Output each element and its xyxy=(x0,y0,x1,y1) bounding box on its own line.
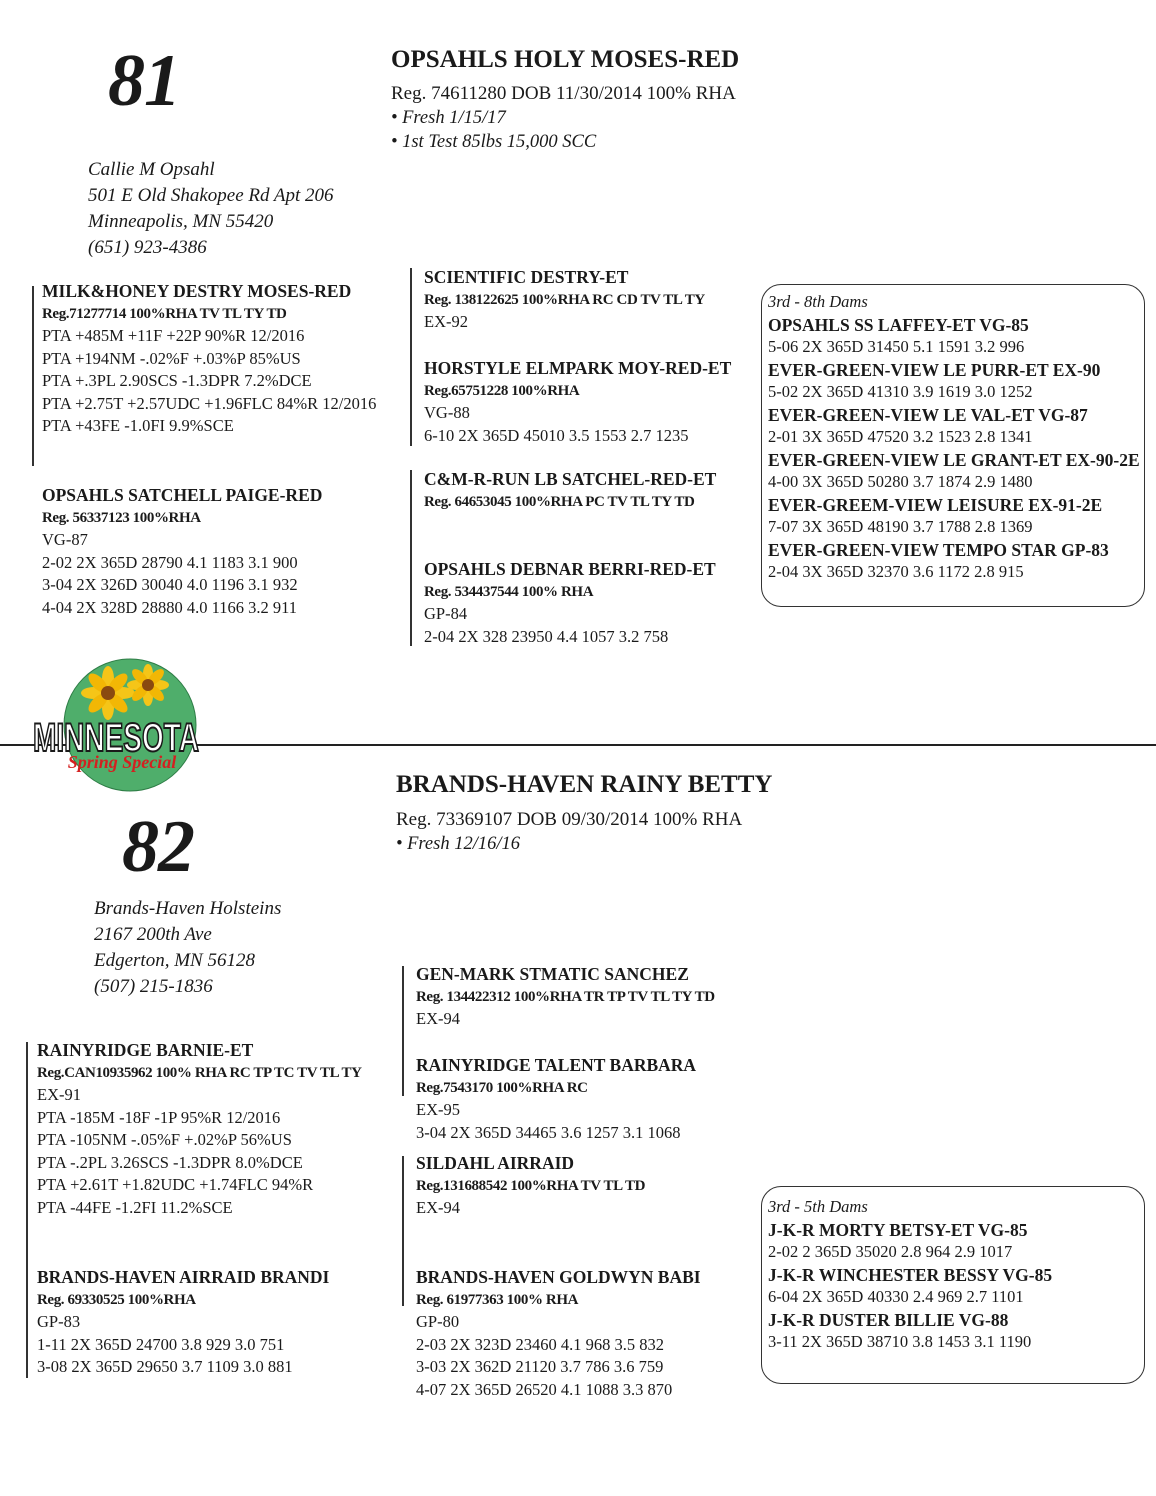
consignor-address: Brands-Haven Holsteins 2167 200th Ave Edgerton, MN 56128 (507) 215-1836 xyxy=(94,898,282,997)
sire-dam-block: RAINYRIDGE TALENT BARBARA Reg.7543170 100%RHA RC EX-95 3-04 2X 365D 34465 3.6 1257 3.1 1068 xyxy=(416,1055,697,1142)
registration-line: Reg. 74611280 DOB 11/30/2014 100% RHA xyxy=(391,83,736,104)
ancestor-dams-list: 3rd - 5th Dams J-K-R MORTY BETSY-ET VG-85 2-02 2 365D 35020 2.8 964 2.9 1017 J-K-R WINCHESTER BESSY VG-85 6-04 2X 365D 40330 2.4 969 2.7 1101 J-K-R DUSTER BILLIE VG-88 3-11 2X 365D 38710 3.8 1453 3.1 1190 xyxy=(768,1197,1053,1351)
dam-block: BRANDS-HAVEN AIRRAID BRANDI Reg. 69330525 100%RHA GP-83 1-11 2X 365D 24700 3.8 929 3.0 751 3-08 2X 365D 29650 3.7 1109 3.0 881 xyxy=(37,1267,330,1376)
lot-number: 82 xyxy=(122,806,194,888)
cow-name: BRANDS-HAVEN RAINY BETTY xyxy=(396,771,773,798)
sire-sire-block: GEN-MARK STMATIC SANCHEZ Reg. 134422312 100%RHA TR TP TV TL TY TD EX-94 xyxy=(416,964,715,1028)
dam-sire-block: C&M-R-RUN LB SATCHEL-RED-ET Reg. 64653045 100%RHA PC TV TL TY TD xyxy=(424,469,717,510)
sire-name: MILK&HONEY DESTRY MOSES-RED xyxy=(42,281,352,301)
sire-registration: Reg.71277714 100%RHA TV TL TY TD xyxy=(42,305,287,322)
dam-dam-block: OPSAHLS DEBNAR BERRI-RED-ET Reg. 534437544 100% RHA GP-84 2-04 2X 328 23950 4.4 1057 3.2 758 xyxy=(424,559,716,646)
logo-graphic xyxy=(30,655,200,795)
dam-registration: Reg. 69330525 100%RHA xyxy=(37,1291,196,1308)
pedigree-bracket xyxy=(410,268,412,446)
logo-wordmark: MINNESOTA xyxy=(33,716,199,760)
sire-sire-block: SCIENTIFIC DESTRY-ET Reg. 138122625 100%RHA RC CD TV TL TY EX-92 xyxy=(424,267,705,331)
test-note: • 1st Test 85lbs 15,000 SCC xyxy=(391,132,597,152)
fresh-note: • Fresh 1/15/17 xyxy=(391,108,506,128)
dam-dam-block: BRANDS-HAVEN GOLDWYN BABI Reg. 61977363 100% RHA GP-80 2-03 2X 323D 23460 4.1 968 3.5 832 3-03 2X 362D 21120 3.7 786 3.6 759 4-07 2X 365D 26520 4.1 1088 3.3 870 xyxy=(416,1267,701,1399)
sire-registration: Reg.CAN10935962 100% RHA RC TP TC TV TL TY xyxy=(37,1064,362,1081)
dam-registration: Reg. 56337123 100%RHA xyxy=(42,509,201,526)
dam-block: OPSAHLS SATCHELL PAIGE-RED Reg. 56337123 100%RHA VG-87 2-02 2X 365D 28790 4.1 1183 3.1 900 3-04 2X 326D 30040 4.0 1196 3.1 932 4-04 2X 328D 28880 4.0 1166 3.2 911 xyxy=(42,485,323,617)
sire-name: RAINYRIDGE BARNIE-ET xyxy=(37,1040,254,1060)
minnesota-spring-special-logo xyxy=(30,655,200,795)
pedigree-bracket xyxy=(402,1156,404,1306)
dam-name: BRANDS-HAVEN AIRRAID BRANDI xyxy=(37,1267,330,1287)
pedigree-bracket xyxy=(410,470,412,646)
fresh-note: • Fresh 12/16/16 xyxy=(396,834,520,854)
pedigree-bracket xyxy=(26,1042,28,1378)
registration-line: Reg. 73369107 DOB 09/30/2014 100% RHA xyxy=(396,809,743,830)
pedigree-bracket xyxy=(402,966,404,1096)
pedigree-bracket xyxy=(32,286,34,466)
cow-name: OPSAHLS HOLY MOSES-RED xyxy=(391,46,740,73)
dam-sire-block: SILDAHL AIRRAID Reg.131688542 100%RHA TV TL TD EX-94 xyxy=(416,1153,646,1217)
ancestor-dams-list: 3rd - 8th Dams OPSAHLS SS LAFFEY-ET VG-85 5-06 2X 365D 31450 5.1 1591 3.2 996 EVER-GREEN-VIEW LE PURR-ET EX-90 5-02 2X 365D 41310 3.9 1619 3.0 1252 EVER-GREEN-VIEW LE VAL-ET VG-87 2-01 3X 365D 47520 3.2 1523 2.8 1341 EVER-GREEN-VIEW LE GRANT-ET EX-90-2E 4-00 3X 365D 50280 3.7 1874 2.9 1480 EVER-GREEM-VIEW LEISURE EX-91-2E 7-07 3X 365D 48190 3.7 1788 2.8 1369 EVER-GREEN-VIEW TEMPO STAR GP-83 2-04 3X 365D 32370 3.6 1172 2.8 915 xyxy=(768,292,1140,581)
sire-dam-block: HORSTYLE ELMPARK MOY-RED-ET Reg.65751228 100%RHA VG-88 6-10 2X 365D 45010 3.5 1553 2.7 1235 xyxy=(424,358,732,445)
logo-script: Spring Special xyxy=(67,752,177,772)
lot-number: 81 xyxy=(108,40,180,122)
sire-block: MILK&HONEY DESTRY MOSES-RED Reg.71277714 100%RHA TV TL TY TD PTA +485M +11F +22P 90%R 12/2016 PTA +194NM -.02%F +.03%P 85%US PTA +.3PL 2.90SCS -1.3DPR 7.2%DCE PTA +2.75T +2.57UDC +1.96FLC 84%R 12/2016 PTA +43FE -1.0FI 9.9%SCE xyxy=(42,281,377,435)
sire-block: RAINYRIDGE BARNIE-ET Reg.CAN10935962 100% RHA RC TP TC TV TL TY EX-91 PTA -185M -18F -1P 95%R 12/2016 PTA -105NM -.05%F +.02%P 56%US PTA -.2PL 3.26SCS -1.3DPR 8.0%DCE PTA +2.61T +1.82UDC +1.74FLC 94%R PTA -44FE -1.2FI 11.2%SCE xyxy=(37,1040,362,1217)
dam-name: OPSAHLS SATCHELL PAIGE-RED xyxy=(42,485,323,505)
consignor-address: Callie M Opsahl 501 E Old Shakopee Rd Apt 206 Minneapolis, MN 55420 (651) 923-4386 xyxy=(88,159,334,258)
